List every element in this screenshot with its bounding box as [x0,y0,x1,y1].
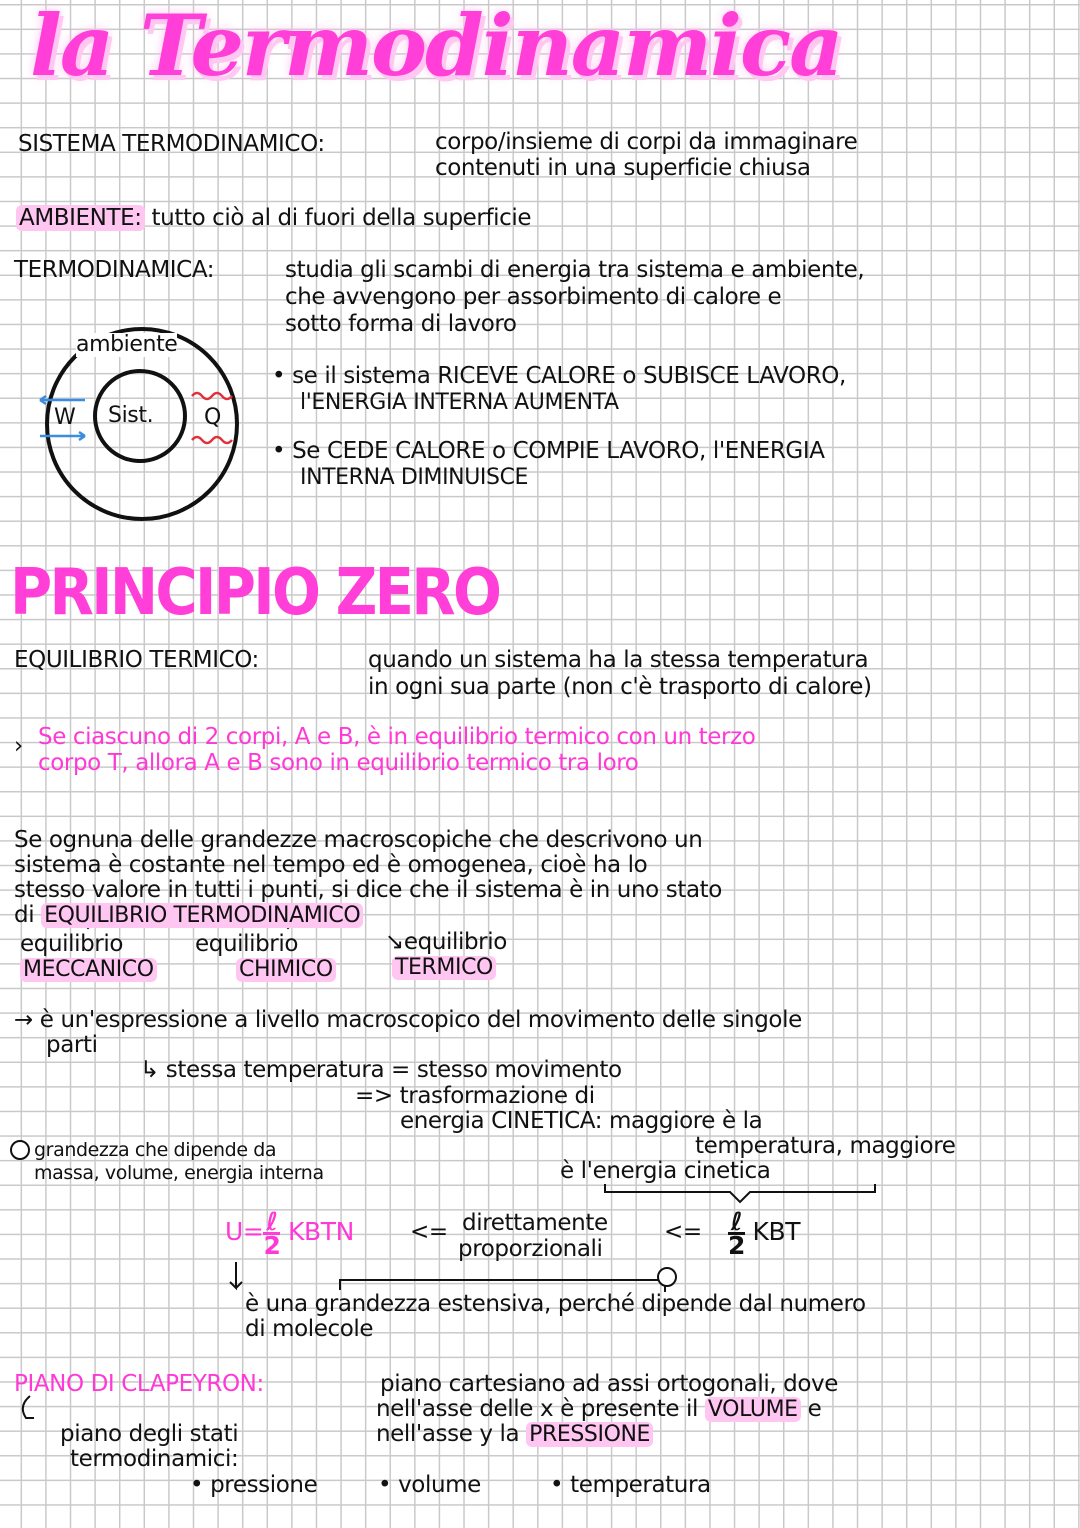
temperatura-line-3: ↳ stessa temperatura = stesso movimento [140,1057,622,1083]
branch-chimico-word: equilibrio [195,931,299,957]
formula-u: U= [225,1217,264,1246]
state-item-pressione: • pressione [190,1472,318,1498]
clapeyron-label: PIANO DI CLAPEYRON: [14,1371,264,1397]
fraction-numerator: ℓ [263,1211,280,1235]
volume-highlight: VOLUME [705,1397,801,1422]
formula-kinetic [728,1206,801,1260]
sistema-label: SISTEMA TERMODINAMICO: [18,131,325,157]
formula-kbt: KBT [752,1217,801,1246]
temperatura-line-1-text: è un'espressione a livello macroscopico del movimento delle singole [39,1007,802,1033]
pressione-highlight: PRESSIONE [526,1422,653,1447]
state-item-volume-text: volume [398,1472,481,1498]
sistema-def-2: contenuti in una superficie chiusa [435,155,811,181]
paragraph-di: di [14,902,35,928]
formula-internal-energy [225,1206,354,1260]
stati-line-1: piano degli stati [60,1421,239,1447]
sistema-def-1: corpo/insieme di corpi da immaginare [435,129,858,155]
branch-meccanico: MECCANICO [20,958,157,982]
branch-meccanico-word: equilibrio [20,931,124,957]
paragraph-line-2: sistema è costante nel tempo ed è omogenea, cioè ha lo [14,852,648,878]
paragraph-line-1: Se ognuna delle grandezze macroscopiche che descrivono un [14,827,703,853]
equilibrio-termodinamico: EQUILIBRIO TERMODINAMICO [41,903,363,928]
termodinamica-label: TERMODINAMICA: [14,257,215,283]
asterisk-note-icon [11,1141,29,1159]
principle-statement-1: Se ciascuno di 2 corpi, A e B, è in equilibrio termico con un terzo [38,724,756,750]
equilibrio-def-2: in ogni sua parte (non c'è trasporto di calore) [368,674,872,700]
page-title: la Termodinamica [30,0,842,95]
branch-termico-word-text: equilibrio [403,929,507,955]
clapeyron-def-3 [376,1422,653,1447]
proporzionali: proporzionali [458,1236,603,1262]
diagram-sistema: Sist. [108,403,154,428]
arrow-marker-icon: › [14,733,23,759]
equilibrio-termico-label: EQUILIBRIO TERMICO: [14,647,259,673]
fraction-denominator: 2 [263,1230,281,1260]
state-item-temperatura-text: temperatura [570,1472,711,1498]
diagram-work: W [54,405,76,430]
diagram-ambiente: ambiente [76,332,178,357]
section-heading-principio-zero: PRINCIPIO ZERO [10,556,500,630]
arrow-implies-2: <= [664,1219,702,1245]
termodinamica-def-1: studia gli scambi di energia tra sistema e ambiente, [285,257,865,283]
fraction-denominator: 2 [728,1230,745,1260]
branch-termico-word: ↘equilibrio [385,929,507,955]
state-item-volume: • volume [378,1472,481,1498]
state-item-pressione-text: pressione [210,1472,318,1498]
note-line-2: massa, volume, energia interna [34,1162,324,1184]
clapeyron-def-1: piano cartesiano ad assi ortogonali, dove [380,1371,838,1397]
temperatura-line-4: => trasformazione di [355,1083,595,1109]
temperatura-line-6: temperatura, maggiore [695,1133,956,1159]
termodinamica-def-3: sotto forma di lavoro [285,311,517,337]
bullet-2-line-1: Se CEDE CALORE o COMPIE LAVORO, l'ENERGIA [292,438,825,464]
estensiva-line-1: è una grandezza estensiva, perché dipende dal numero [245,1291,866,1317]
equilibrio-def-1: quando un sistema ha la stessa temperatura [368,647,869,673]
paragraph-line-4 [14,903,363,928]
principle-statement-2: corpo T, allora A e B sono in equilibrio termico tra loro [38,750,639,776]
temperatura-line-2: parti [46,1032,98,1058]
clapeyron-e: e [807,1396,822,1422]
paragraph-line-3: stesso valore in tutti i punti, si dice che il sistema è in uno stato [14,877,722,903]
stati-line-2: termodinamici: [70,1446,239,1472]
clapeyron-def-2-text: nell'asse delle x è presente il [376,1396,698,1422]
termodinamica-def-2: che avvengono per assorbimento di calore e [285,284,782,310]
direttamente: direttamente [462,1210,608,1236]
clapeyron-def-2 [376,1397,821,1422]
diagram-heat: Q [204,405,221,430]
bullet-1: • se il sistema RICEVE CALORE o SUBISCE LAVORO, [272,363,846,389]
ambiente-def: tutto ciò al di fuori della superficie [151,205,532,231]
bullet-1-line-1: se il sistema RICEVE CALORE o SUBISCE LAVORO, [292,363,846,389]
temperatura-line-7: è l'energia cinetica [560,1158,771,1184]
ambiente-term: AMBIENTE: [16,205,145,231]
curved-arrow-icon [23,1396,34,1418]
branch-chimico: CHIMICO [236,958,336,982]
bullet-2: • Se CEDE CALORE o COMPIE LAVORO, l'ENERGIA [272,438,825,464]
note-line-1: grandezza che dipende da [34,1139,277,1161]
bullet-2-line-2: INTERNA DIMINUISCE [300,465,529,490]
temperatura-line-5: energia CINETICA: maggiore è la [400,1108,763,1134]
estensiva-line-2: di molecole [245,1316,374,1342]
state-item-temperatura: • temperatura [550,1472,711,1498]
formula-kbtn: KBTN [288,1217,354,1246]
temperatura-line-3-text: stessa temperatura = stesso movimento [165,1057,622,1083]
arrow-implies-1: <= [410,1219,448,1245]
clapeyron-def-3-text: nell'asse y la [376,1421,520,1447]
asterisk-marker-icon [658,1268,676,1286]
temperatura-line-1: → è un'espressione a livello macroscopico del movimento delle singole [14,1007,802,1033]
bullet-1-line-2: l'ENERGIA INTERNA AUMENTA [300,390,619,415]
branch-termico: TERMICO [392,956,496,980]
fraction-numerator: ℓ [728,1211,745,1235]
